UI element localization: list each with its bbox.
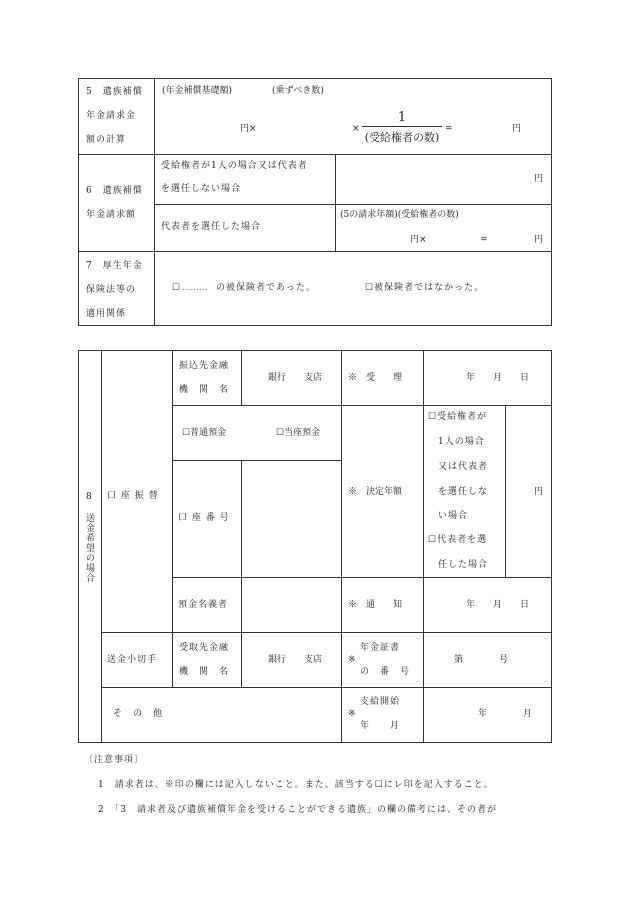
decision-opt-1[interactable]: ☐受給権者が <box>428 412 488 422</box>
case2-header: (5の請求年額)(受給権者の数) <box>340 210 459 220</box>
receive-bank-branch: 銀行 支店 <box>268 655 323 665</box>
notes-heading: 〔注意事項〕 <box>84 755 145 765</box>
decision-opt-2: 1人の場合 <box>438 437 485 447</box>
section8-label: 送金希望の場合 <box>84 513 94 583</box>
row7-label-1: 7 厚生年金 <box>86 261 143 271</box>
payment-start-label-1: 支給開始 <box>360 697 401 707</box>
case1-line-2: を選任しない場合 <box>161 184 242 194</box>
transfer-bank-label-1: 振込先金融 <box>179 361 230 371</box>
fraction-denominator: (受給権者の数) <box>364 131 440 144</box>
pension-cert-label-2: の 番 号 <box>360 667 411 677</box>
case2-yen: 円 <box>534 235 544 245</box>
row5-label-2: 年金請求金 <box>86 111 137 121</box>
transfer-bank-branch: 銀行 支店 <box>268 373 323 383</box>
start-asterisk: ※ <box>348 709 356 719</box>
cheque-label: 送金小切手 <box>107 655 158 665</box>
decision-opt-5: い場合 <box>438 511 469 521</box>
ordinary-deposit-checkbox[interactable]: ☐普通預金 <box>182 428 227 438</box>
multiplier-header: (乗ずべき数) <box>272 86 324 96</box>
fraction-numerator: 1 <box>397 110 407 125</box>
decision-amount-label: ※ 決定年額 <box>348 487 403 497</box>
notice-date: 年 月 日 <box>466 600 530 610</box>
account-transfer-label: 口 座 振 替 <box>107 491 159 501</box>
receive-bank-label-1: 受取先金融 <box>179 643 230 653</box>
receive-bank-label-2: 機 関 名 <box>179 667 230 677</box>
section8-number: 8 <box>86 492 92 502</box>
cert-number: 第 号 <box>454 655 509 665</box>
equals-sign: = <box>445 124 453 134</box>
case2-label: 代表者を選任した場合 <box>161 222 262 232</box>
not-insured-option[interactable]: ☐被保険者ではなかった。 <box>365 283 485 293</box>
receipt-label: ※ 受 理 <box>348 373 403 383</box>
row6-label-2: 年金請求額 <box>86 210 137 220</box>
pension-cert-label-1: 年金証書 <box>360 643 401 653</box>
decision-opt-6[interactable]: ☐代表者を選 <box>428 535 488 545</box>
account-number-label: 口 座 番 号 <box>178 513 230 523</box>
row5-label-1: 5 遺族補償 <box>86 87 143 97</box>
transfer-bank-label-2: 機 関 名 <box>179 385 230 395</box>
insurance-name-blank[interactable]: ……… <box>182 283 208 293</box>
case1-line-1: 受給権者が1人の場合又は代表者 <box>161 161 308 171</box>
payment-start-label-2: 年 月 <box>360 721 401 731</box>
base-amount-header: (年金補償基礎額) <box>162 86 233 96</box>
row7-label-2: 保険法等の <box>86 285 137 295</box>
note-item: 1 請求者は、※印の欄には記入しないこと。また、該当する☐にレ印を記入すること。 <box>98 780 494 790</box>
case2-equals: = <box>480 235 488 245</box>
note-item: 2 「3 請求者及び遺族補償年金を受けることができる遺族」の欄の備考には、その者が <box>98 805 497 815</box>
insured-checkbox[interactable]: ☐ <box>172 283 181 293</box>
yen-times: 円× <box>240 124 257 134</box>
fraction-bar <box>362 126 442 127</box>
row7-label-3: 適用関係 <box>86 309 127 319</box>
receipt-date: 年 月 日 <box>466 373 530 383</box>
row5-label-3: 額の計算 <box>86 135 127 145</box>
payment-start-ym: 年 月 <box>478 709 533 719</box>
yen-result: 円 <box>512 124 522 134</box>
notice-label: ※ 通 知 <box>348 600 403 610</box>
decision-opt-4: を選任しな <box>438 487 489 497</box>
times-sign: × <box>352 124 360 134</box>
account-holder-label: 預金名義者 <box>178 600 229 610</box>
row6-label-1: 6 遺族補償 <box>86 186 143 196</box>
case1-yen: 円 <box>534 174 544 184</box>
decision-opt-7: 任した場合 <box>438 560 489 570</box>
case2-yen-times: 円× <box>410 235 427 245</box>
other-label: そ の 他 <box>113 709 164 719</box>
decision-opt-3: 又は代表者 <box>438 462 489 472</box>
current-deposit-checkbox[interactable]: ☐当座預金 <box>276 428 321 438</box>
decision-yen: 円 <box>534 487 544 497</box>
insured-text: の被保険者であった。 <box>216 283 316 293</box>
cert-asterisk: ※ <box>348 655 356 665</box>
